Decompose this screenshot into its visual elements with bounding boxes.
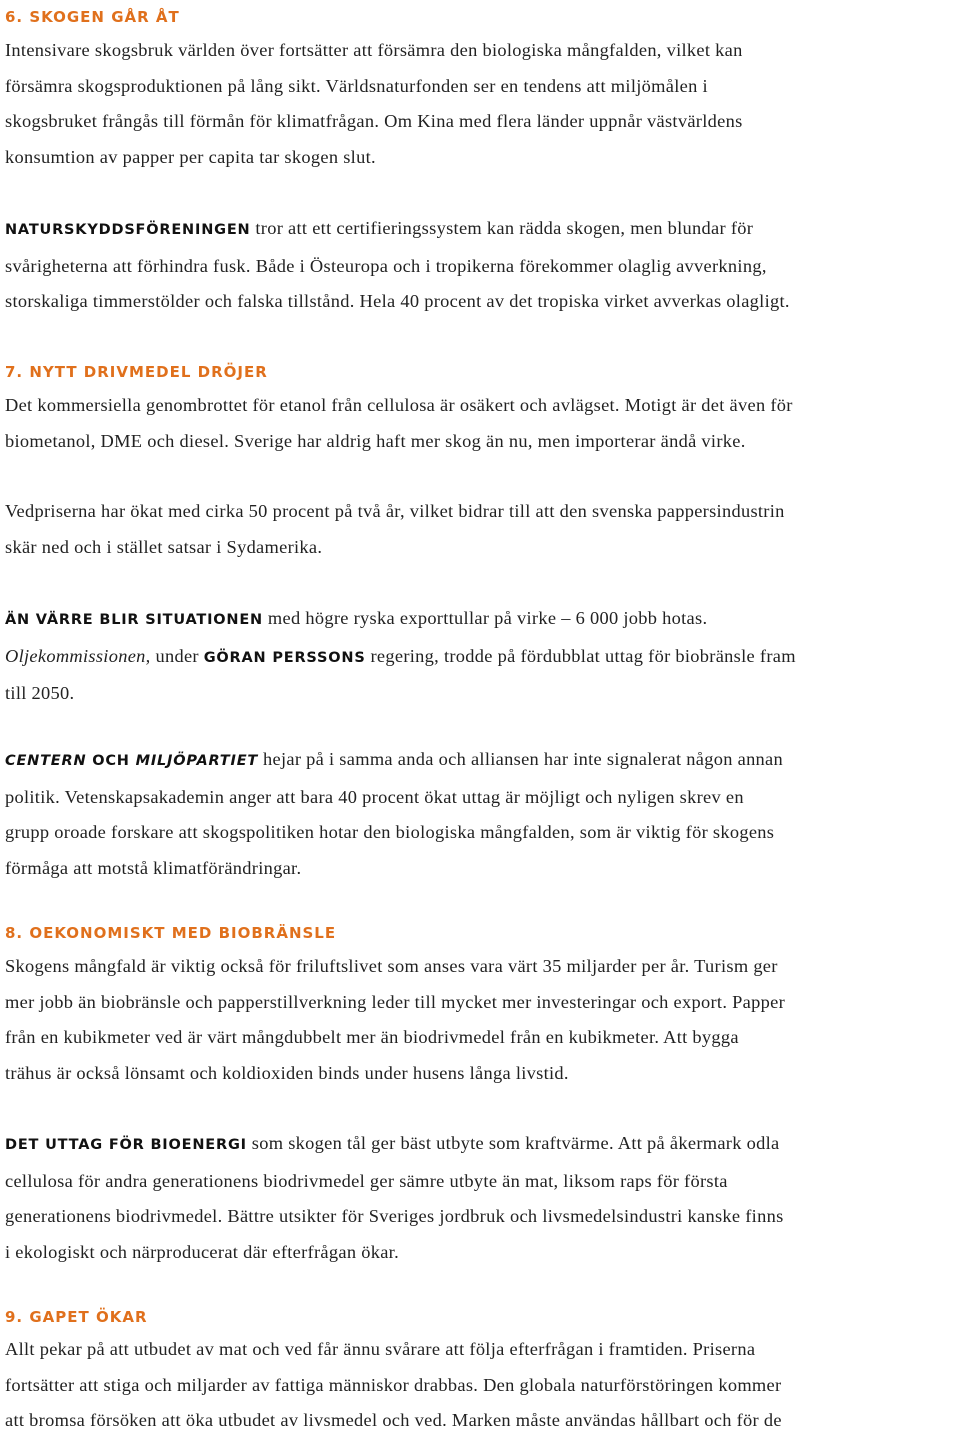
text-line: grupp oroade forskare att skogspolitiken hotar den biologiska mångfalden, som är viktig för skogens xyxy=(5,822,775,842)
text-run: hejar på i samma anda och alliansen har inte signalerat någon annan xyxy=(258,749,784,769)
text-line: Vedpriserna har ökat med cirka 50 procent på två år, vilket bidrar till att den svenska pappersindustrin xyxy=(5,501,785,521)
text-line xyxy=(5,601,796,639)
text-line xyxy=(5,742,783,780)
text-line: politik. Vetenskapsakademin anger att bara 40 procent ökat uttag är möjligt och nyligen skrev en xyxy=(5,786,744,807)
text-line: generationens biodrivmedel. Bättre utsikter för Sveriges jordbruk och livsmedelsindustri kanske finns xyxy=(5,1206,784,1226)
text-run: tror att ett certifieringssystem kan rädda skogen, men blundar för xyxy=(250,218,754,238)
text-line: biometanol, DME och diesel. Sverige har aldrig haft mer skog än nu, men importerar ändå virke. xyxy=(5,430,746,451)
paragraph-s7-2 xyxy=(5,494,785,565)
paragraph-s9-1 xyxy=(5,1332,782,1439)
text-line: Intensivare skogsbruk världen över fortsätter att försämra den biologiska mångfalden, vilket kan xyxy=(5,40,743,60)
paragraph-s8-2 xyxy=(5,1126,784,1270)
heading-gapet-okar: 9. GAPET ÖKAR xyxy=(5,1308,148,1326)
text-line: storskaliga timmerstölder och falska tillstånd. Hela 40 procent av det tropiska virket avverkas olagligt. xyxy=(5,291,790,311)
heading-oekonomiskt: 8. OEKONOMISKT MED BIOBRÄNSLE xyxy=(5,924,337,942)
paragraph-s7-4 xyxy=(5,742,783,886)
lead-centern: CENTERN xyxy=(5,753,87,769)
paragraph-s6-2 xyxy=(5,211,790,320)
text-line: Skogens mångfald är viktig också för friluftslivet som anses vara värt 35 miljarder per år. Turism ger xyxy=(5,956,778,976)
text-line: Det kommersiella genombrottet för etanol från cellulosa är osäkert och avlägset. Motigt är det även för xyxy=(5,395,793,415)
paragraph-s7-1 xyxy=(5,388,793,459)
text-line: skär ned och i stället satsar i Sydamerika. xyxy=(5,536,323,557)
lead-det-uttag: DET UTTAG FÖR BIOENERGI xyxy=(5,1137,247,1153)
heading-skogen-gar-at: 6. SKOGEN GÅR ÅT xyxy=(5,8,180,26)
text-line: i ekologiskt och närproducerat där efterfrågan ökar. xyxy=(5,1241,399,1262)
lead-goran-perssons: GÖRAN PERSSONS xyxy=(203,649,366,666)
text-line: cellulosa för andra generationens biodrivmedel ger sämre utbyte än mat, liksom raps för första xyxy=(5,1170,728,1191)
lead-miljopartiet: MILJÖPARTIET xyxy=(135,753,259,769)
text-line xyxy=(5,211,790,249)
italic-oljekommissionen: Oljekommissionen, xyxy=(5,645,151,666)
text-line: från en kubikmeter ved är värt mångdubbelt mer än biodrivmedel från en kubikmeter. Att bygga xyxy=(5,1027,739,1047)
heading-nytt-drivmedel: 7. NYTT DRIVMEDEL DRÖJER xyxy=(5,363,268,381)
text-line: förmåga att motstå klimatförändringar. xyxy=(5,857,302,878)
text-line: trähus är också lönsamt och koldioxiden binds under husens långa livstid. xyxy=(5,1062,569,1083)
text-line: skogsbruket frångås till förmån för klimatfrågan. Om Kina med flera länder uppnår västvärldens xyxy=(5,111,743,131)
text-line: Allt pekar på att utbudet av mat och ved får ännu svårare att följa efterfrågan i framtiden. Priserna xyxy=(5,1339,756,1359)
text-line: att bromsa försöken att öka utbudet av livsmedel och ved. Marken måste användas hållbart och för de xyxy=(5,1410,782,1430)
text-line: konsumtion av papper per capita tar skogen slut. xyxy=(5,146,376,167)
text-line: till 2050. xyxy=(5,683,75,703)
text-run: regering, trodde på fördubblat uttag för biobränsle fram xyxy=(365,645,796,666)
lead-naturskyddsforeningen: NATURSKYDDSFÖRENINGEN xyxy=(5,222,251,238)
text-run: med högre ryska exporttullar på virke – 6 000 jobb hotas. xyxy=(263,608,708,628)
text-line: fortsätter att stiga och miljarder av fattiga människor drabbas. Den globala naturförstöringen kommer xyxy=(5,1374,782,1395)
paragraph-s6-1 xyxy=(5,33,743,175)
text-line xyxy=(5,639,796,677)
text-line: mer jobb än biobränsle och papperstillverkning leder till mycket mer investeringar och export. Papper xyxy=(5,991,785,1012)
text-run: som skogen tål ger bäst utbyte som kraftvärme. Att på åkermark odla xyxy=(246,1133,780,1153)
text-line xyxy=(5,1126,784,1164)
paragraph-s7-3 xyxy=(5,601,796,712)
lead-an-varre: ÄN VÄRRE BLIR SITUATIONEN xyxy=(5,612,263,628)
text-line: svårigheterna att förhindra fusk. Både i Östeuropa och i tropikerna förekommer olaglig avverkning, xyxy=(5,255,767,276)
paragraph-s8-1 xyxy=(5,949,785,1091)
text-line: försämra skogsproduktionen på lång sikt. Världsnaturfonden ser en tendens att miljömålen i xyxy=(5,75,708,96)
text-run: under xyxy=(150,645,204,666)
lead-och: OCH xyxy=(86,753,136,769)
